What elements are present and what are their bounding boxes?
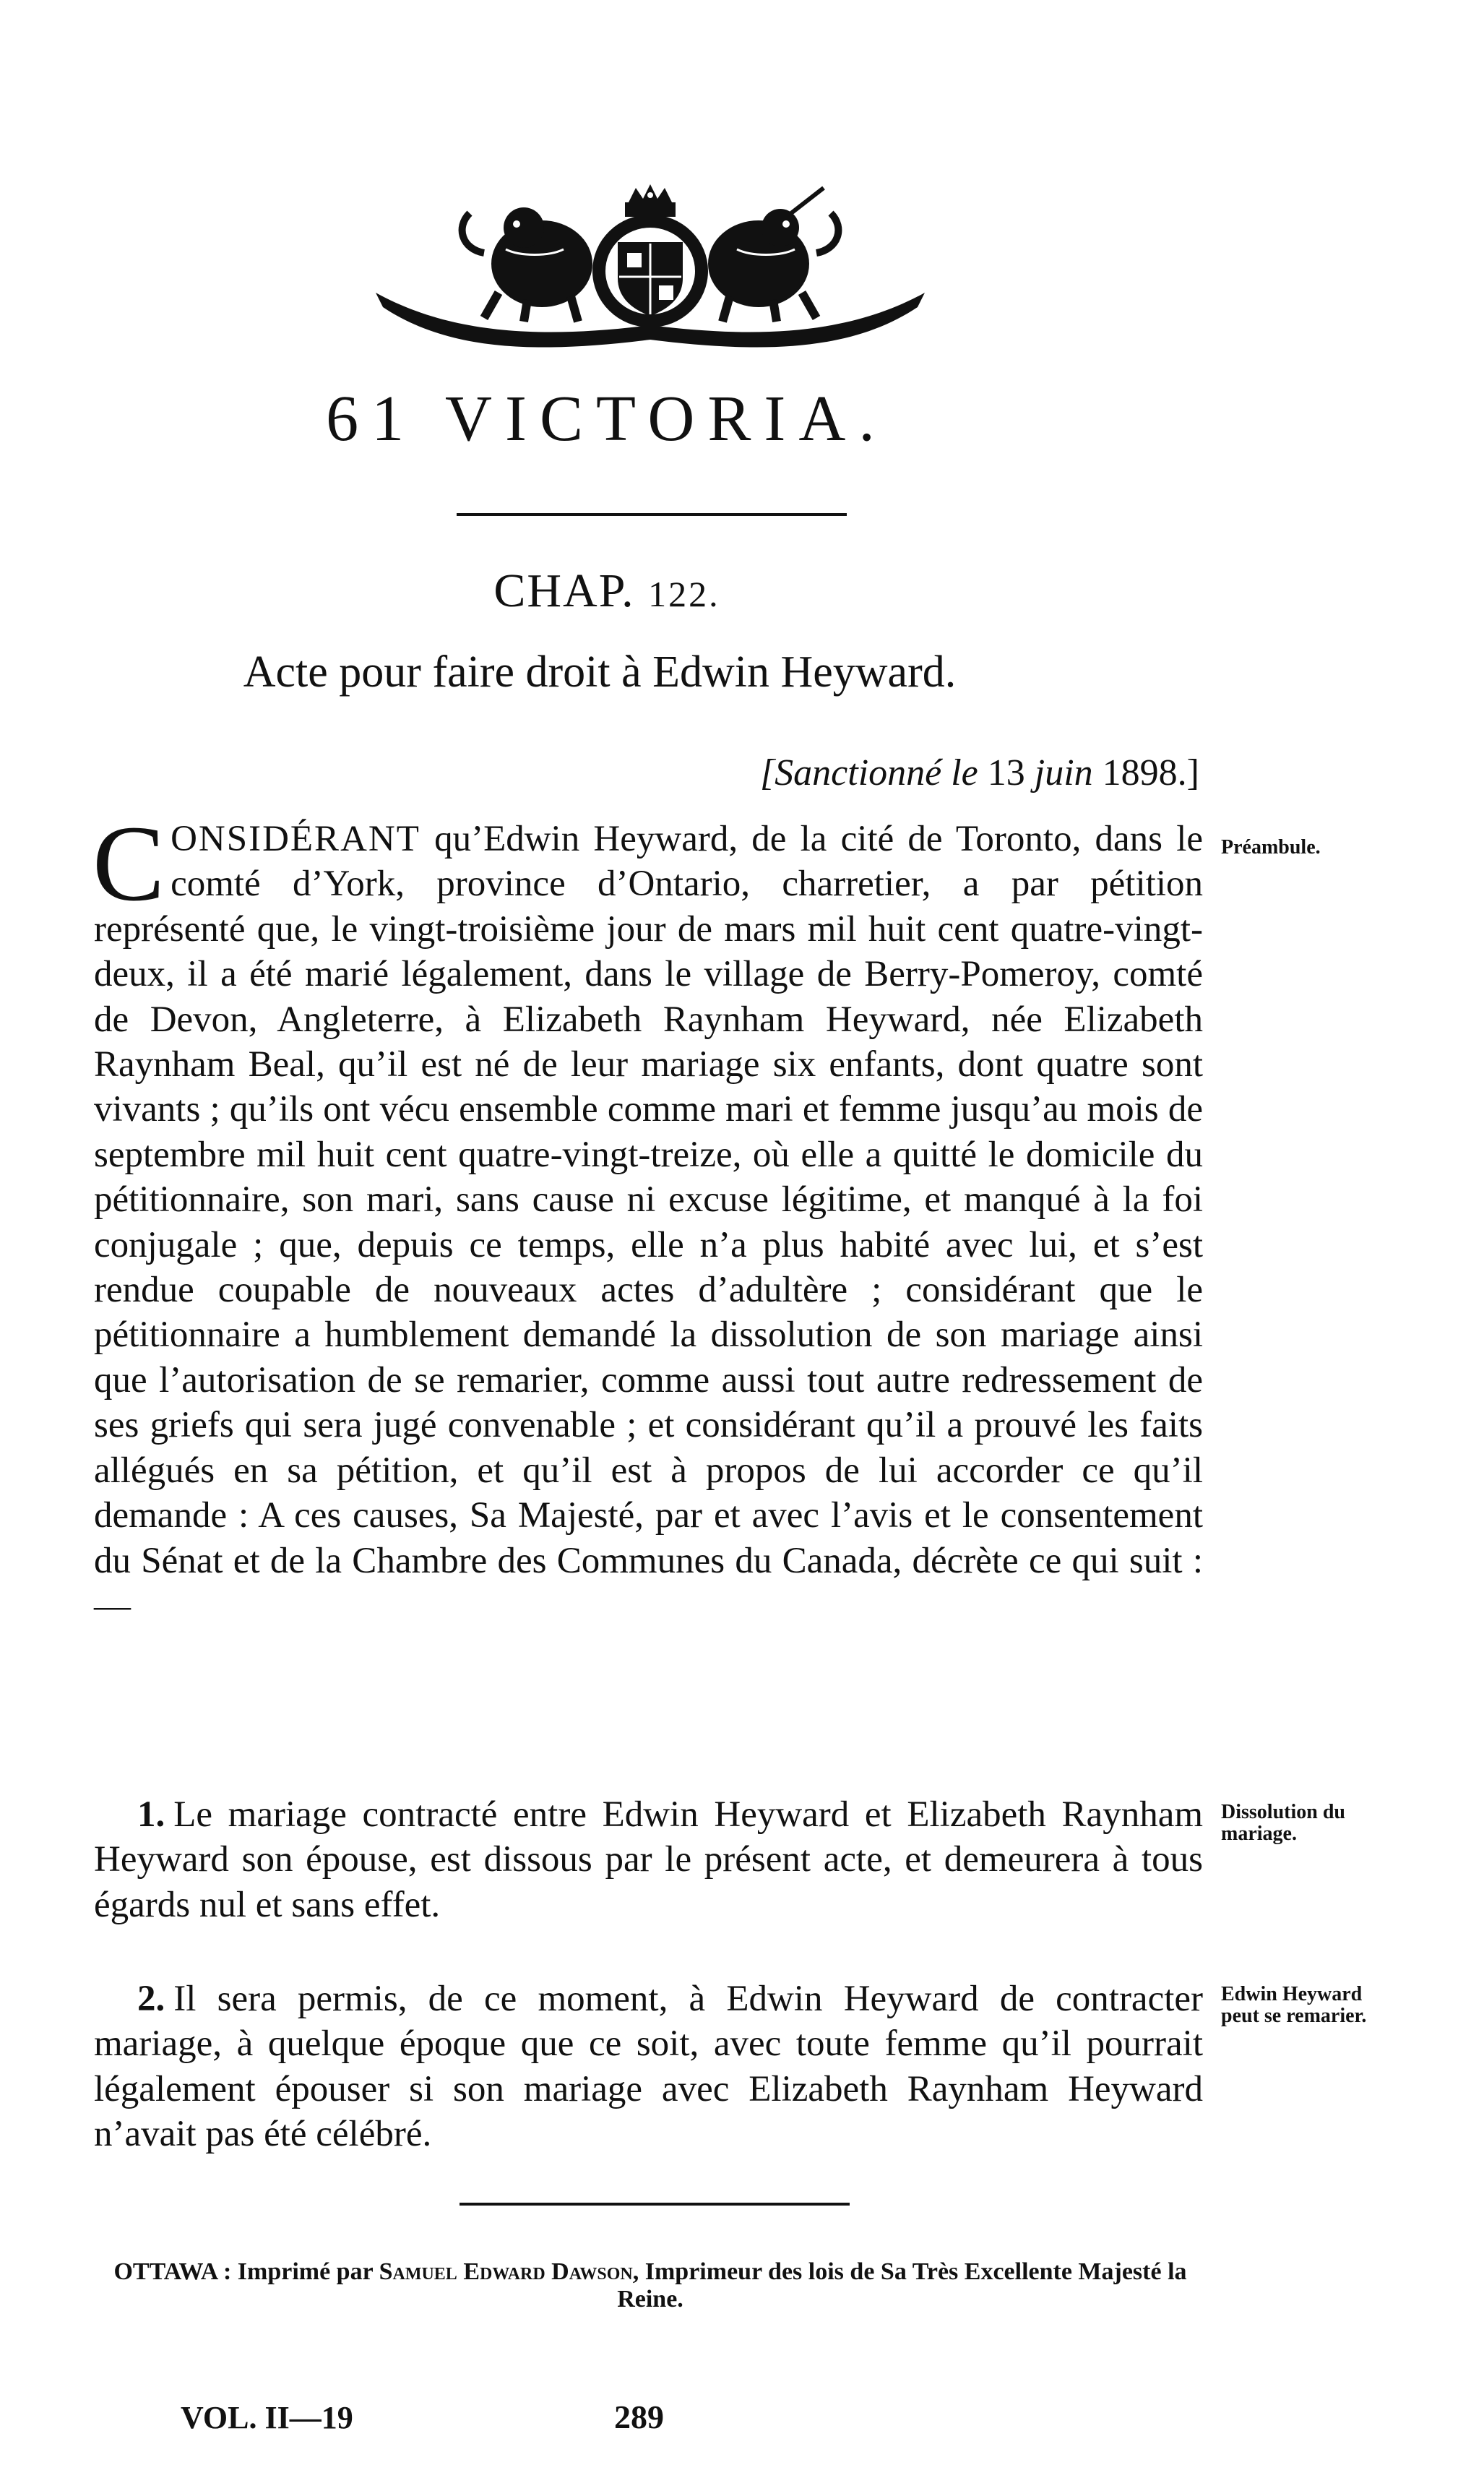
margin-note-remarriage: Edwin Heyward peut se remarier.	[1221, 1983, 1367, 2027]
preamble-text: qu’Edwin Heyward, de la cité de Toronto, dans le comté d’York, province d’Ontario, charretier, a par pétition représenté que, le vingt-troisième jour de mars mil huit cent quatre-vingt-deux, il a été marié légalement, dans le village de Berry-Pomeroy, comté de Devon, Angleterre, à Elizabeth Raynham Heyward, née Elizabeth Raynham Beal, qu’il est né de leur mariage six enfants, dont quatre sont vivants ; qu’ils ont vécu ensemble comme mari et femme jusqu’au mois de septembre mil huit cent quatre-vingt-treize, où elle a quitté le domicile du pétitionnaire, son mari, sans cause ni excuse légitime, et manqué à la foi conjugale ; que, depuis ce temps, elle n’a plus habité avec lui, et s’est rendue coupable de nouveaux actes d’adultère ; considérant que le pétitionnaire a humblement demandé la dissolution de son mariage ainsi que l’autorisation de se remarier, comme aussi tout autre redressement de ses griefs qui sera jugé convenable ; et considérant qu’il a prouvé les faits allégués en sa pétition, et qu’il est à propos de lui accorder ce qu’il demande : A ces causes, Sa Majesté, par et avec l’avis et le consentement du Sénat et de la Chambre des Communes du Canada, décrète ce qui suit :—	[94, 819, 1203, 1626]
section-text: Le mariage contracté entre Edwin Heyward et Elizabeth Raynham Heyward son épouse, est dissous par le présent acte, et demeurera à tous égards nul et sans effet.	[94, 1794, 1203, 1925]
section-text: Il sera permis, de ce moment, à Edwin Heyward de contracter mariage, à quelque époque que ce soit, avec toute femme qu’il pourrait légalement épouser si son mariage avec Elizabeth Raynham Heyward n’avait pas été célébré.	[94, 1979, 1203, 2155]
sanction-prefix: [Sanctionné le	[759, 752, 988, 793]
sanction-year: 1898.]	[1102, 752, 1199, 793]
volume-signature: VOL. II—19	[181, 2400, 353, 2435]
sanction-month: juin	[1034, 752, 1093, 793]
drop-cap: C	[92, 804, 165, 924]
chapter-label: CHAP.	[493, 564, 635, 617]
printer-imprint	[108, 2258, 1192, 2313]
sanction-day: 13	[987, 752, 1025, 793]
regnal-year-heading: 61 VICTORIA.	[326, 383, 888, 455]
margin-note-preamble: Préambule.	[1221, 836, 1321, 859]
divider-rule	[457, 513, 847, 516]
imprint-place: OTTAWA :	[113, 2258, 232, 2285]
divider-rule	[460, 2203, 850, 2206]
imprint-text: Imprimé par	[231, 2258, 379, 2285]
preamble-paragraph	[92, 804, 1203, 1628]
chapter-number: 122.	[648, 574, 720, 614]
section-number: 1.	[137, 1794, 165, 1835]
imprint-printer: Samuel Edward Dawson	[379, 2258, 633, 2285]
section-2	[94, 1976, 1203, 2157]
imprint-text-continued: , Imprimeur des lois de Sa Très Excellente Majesté la Reine.	[617, 2258, 1187, 2313]
margin-note-dissolution: Dissolution du mariage.	[1221, 1801, 1345, 1845]
sanction-date	[650, 752, 1199, 794]
royal-coat-of-arms-icon	[361, 184, 939, 350]
section-1	[94, 1792, 1203, 1927]
chapter-heading	[0, 564, 1214, 619]
act-title: Acte pour faire droit à Edwin Heyward.	[243, 648, 957, 697]
section-number: 2.	[137, 1979, 165, 2019]
preamble-first-word: ONSIDÉRANT	[171, 819, 420, 859]
page-number: 289	[614, 2399, 664, 2435]
